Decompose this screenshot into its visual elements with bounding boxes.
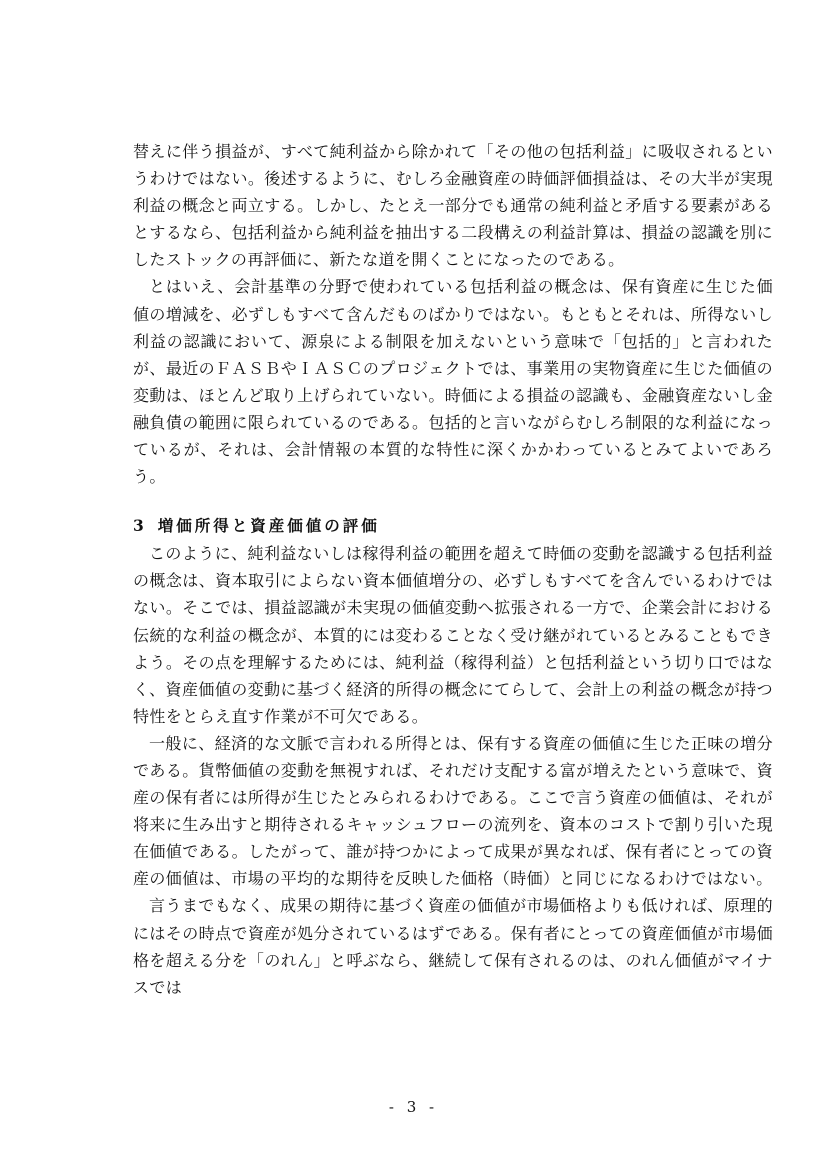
section-heading: [133, 514, 773, 538]
paragraph-4: 一般に、経済的な文脈で言われる所得とは、保有する資産の価値に生じた正味の増分である。貨幣価値の変動を無視すれば、それだけ支配する富が増えたという意味で、資産の保有者には所得が生じたとみられるわけである。ここで言う資産の価値は、それが将来に生み出すと期待されるキャッシュフローの流列を、資本のコストで割り引いた現在価値である。したがって、誰が持つかによって成果が異なれば、保有者にとっての資産の価値は、市場の平均的な期待を反映した価格（時価）と同じになるわけではない。: [133, 733, 773, 889]
section-number: 3: [133, 516, 144, 536]
paragraph-2: とはいえ、会計基準の分野で使われている包括利益の概念は、保有資産に生じた価値の増減を、必ずしもすべて含んだものばかりではない。もともとそれは、所得ないし利益の認識において、源泉による制限を加えないという意味で「包括的」と言われたが、最近のＦＡＳＢやＩＡＳＣのプロジェクトでは、事業用の実物資産に生じた価値の変動は、ほとんど取り上げられていない。時価による損益の認識も、金融資産ないし金融負債の範囲に限られているのである。包括的と言いながらむしろ制限的な利益になっているが、それは、会計情報の本質的な特性に深くかかわっているとみてよいであろう。: [133, 277, 773, 487]
page-number: - 3 -: [388, 1098, 439, 1116]
document-body: [133, 138, 773, 1001]
paragraph-1: 替えに伴う損益が、すべて純利益から除かれて「その他の包括利益」に吸収されるというわけではない。後述するように、むしろ金融資産の時価評価損益は、その大半が実現利益の概念と両立する。しかし、たとえ一部分でも通常の純利益と矛盾する要素があるとするなら、包括利益から純利益を抽出する二段構えの利益計算は、損益の認識を別にしたストックの再評価に、新たな道を開くことになったのである。: [133, 142, 773, 270]
section-title: 増価所得と資産価値の評価: [157, 516, 380, 536]
paragraph-5: 言うまでもなく、成果の期待に基づく資産の価値が市場価格よりも低ければ、原理的にはその時点で資産が処分されているはずである。保有者にとっての資産価値が市場価格を超える分を「のれん」と呼ぶなら、継続して保有されるのは、のれん価値がマイナスでは: [133, 896, 773, 997]
paragraph-3: このように、純利益ないしは稼得利益の範囲を超えて時価の変動を認識する包括利益の概念は、資本取引によらない資本価値増分の、必ずしもすべてを含んでいるわけではない。そこでは、損益認識が未実現の価値変動へ拡張される一方で、企業会計における伝統的な利益の概念が、本質的には変わることなく受け継がれているとみることもできよう。その点を理解するためには、純利益（稼得利益）と包括利益という切り口ではなく、資産価値の変動に基づく経済的所得の概念にてらして、会計上の利益の概念が持つ特性をとらえ直す作業が不可欠である。: [133, 544, 773, 726]
